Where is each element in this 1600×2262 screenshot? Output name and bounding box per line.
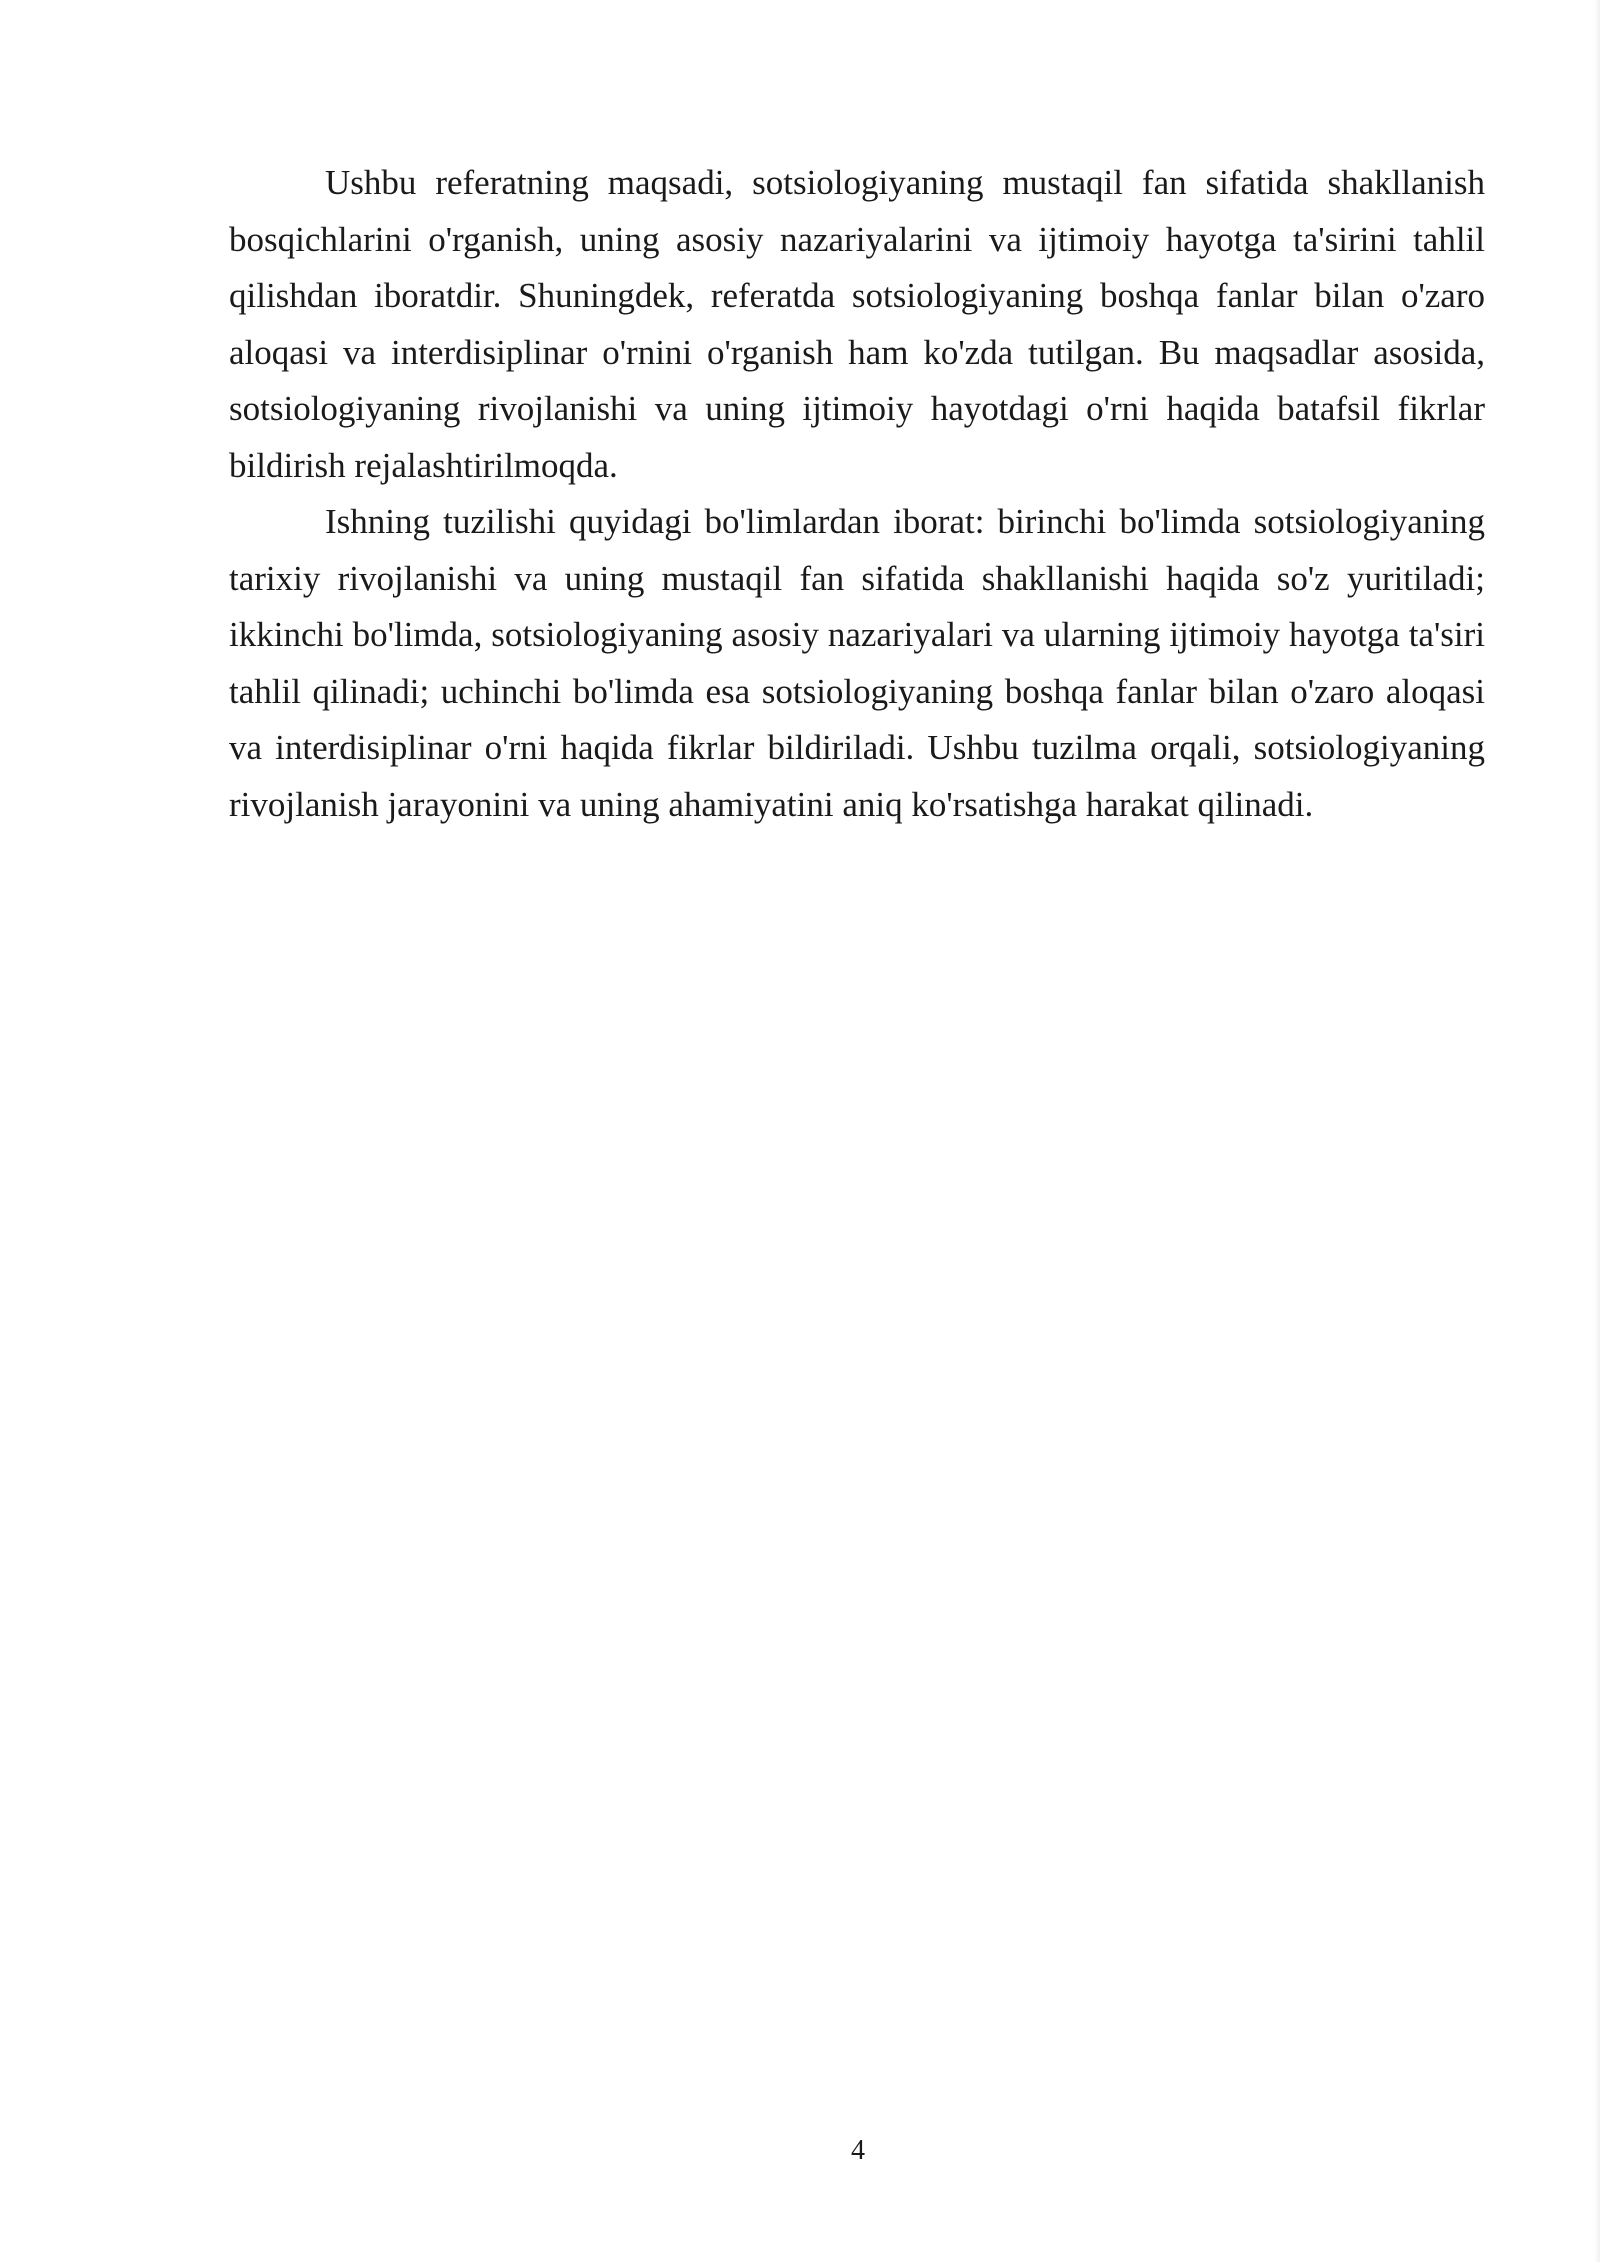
document-body bbox=[229, 155, 1485, 833]
page-edge-shadow bbox=[1594, 0, 1600, 2262]
paragraph-purpose: Ushbu referatning maqsadi, sotsiologiyaning mustaqil fan sifatida shakllanish bosqichlarini o'rganish, uning asosiy nazariyalarini va ijtimoiy hayotga ta'sirini tahlil qilishdan iboratdir. Shuningdek, referatda sotsiologiyaning boshqa fanlar bilan o'zaro aloqasi va interdisiplinar o'rnini o'rganish ham ko'zda tutilgan. Bu maqsadlar asosida, sotsiologiyaning rivojlanishi va uning ijtimoiy hayotdagi o'rni haqida batafsil fikrlar bildirish rejalashtirilmoqda. bbox=[229, 163, 1485, 485]
page-number: 4 bbox=[851, 2135, 865, 2166]
paragraph-structure: Ishning tuzilishi quyidagi bo'limlardan iborat: birinchi bo'limda sotsiologiyaning tarixiy rivojlanishi va uning mustaqil fan sifatida shakllanishi haqida so'z yuritiladi; ikkinchi bo'limda, sotsiologiyaning asosiy nazariyalari va ularning ijtimoiy hayotga ta'siri tahlil qilinadi; uchinchi bo'limda esa sotsiologiyaning boshqa fanlar bilan o'zaro aloqasi va interdisiplinar o'rni haqida fikrlar bildiriladi. Ushbu tuzilma orqali, sotsiologiyaning rivojlanish jarayonini va uning ahamiyatini aniq ko'rsatishga harakat qilinadi. bbox=[229, 502, 1485, 824]
